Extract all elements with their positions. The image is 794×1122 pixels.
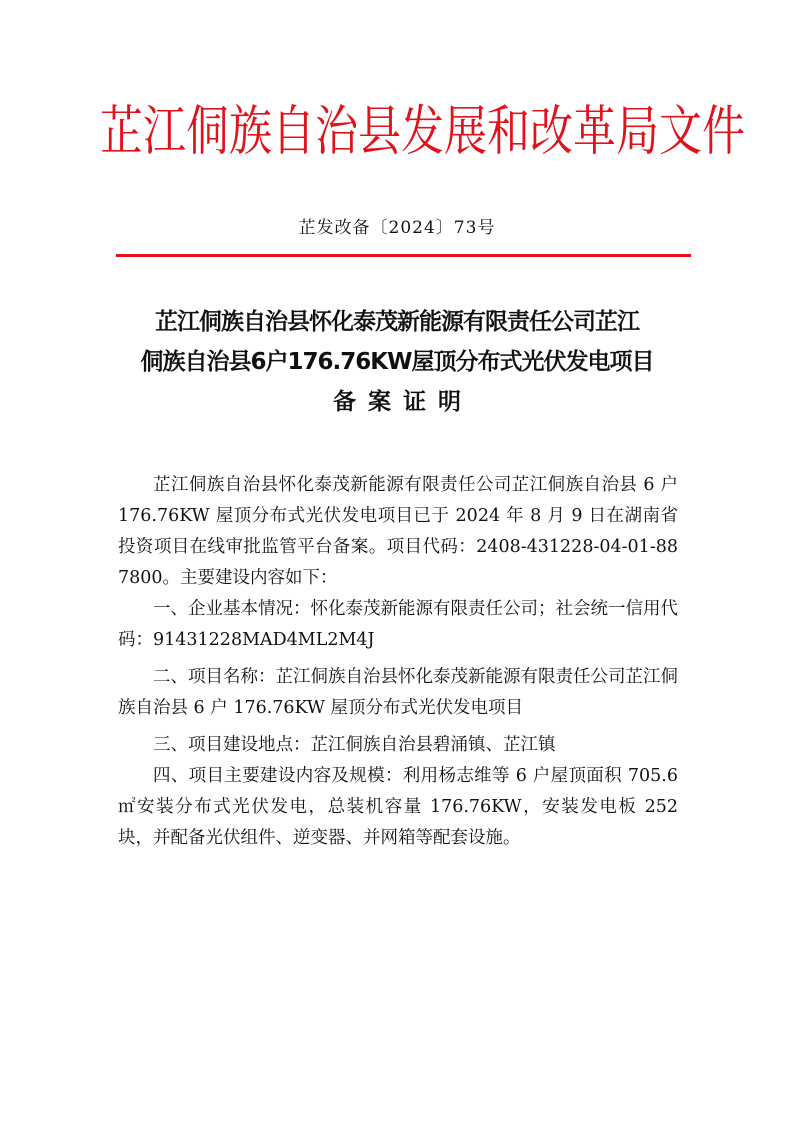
document-title <box>112 302 682 422</box>
title-line-1: 芷江侗族自治县怀化泰茂新能源有限责任公司芷江 <box>155 309 639 335</box>
title-line-3: 备案证明 <box>333 389 473 415</box>
document-number: 芷发改备〔2024〕73号 <box>298 218 496 238</box>
document-body <box>118 470 678 860</box>
paragraph-project-location: 三、项目建设地点：芷江侗族自治县碧涌镇、芷江镇 <box>153 735 556 755</box>
masthead-title: 芷江侗族自治县发展和改革局文件 <box>100 100 745 164</box>
red-divider-line <box>116 254 691 257</box>
paragraph-enterprise-info: 一、企业基本情况：怀化泰茂新能源有限责任公司；社会统一信用代码：91431228MAD4ML2M4J <box>118 599 678 650</box>
paragraph-construction-scale: 四、项目主要建设内容及规模：利用杨志维等 6 户屋顶面积 705.6 ㎡安装分布式光伏发电，总装机容量 176.76KW，安装发电板 252 块，并配备光伏组件、逆变器、并网箱等配套设施。 <box>118 766 678 848</box>
paragraph-project-name: 二、项目名称：芷江侗族自治县怀化泰茂新能源有限责任公司芷江侗族自治县 6 户 176.76KW 屋顶分布式光伏发电项目 <box>118 667 678 718</box>
title-line-2: 侗族自治县6户176.76KW屋顶分布式光伏发电项目 <box>140 349 654 375</box>
paragraph-intro: 芷江侗族自治县怀化泰茂新能源有限责任公司芷江侗族自治县 6 户 176.76KW 屋顶分布式光伏发电项目已于 2024 年 8 月 9 日在湖南省投资项目在线审批监管平台备案。项目代码：2408-431228-04-01-887800。主要建设内容如下： <box>118 475 678 588</box>
